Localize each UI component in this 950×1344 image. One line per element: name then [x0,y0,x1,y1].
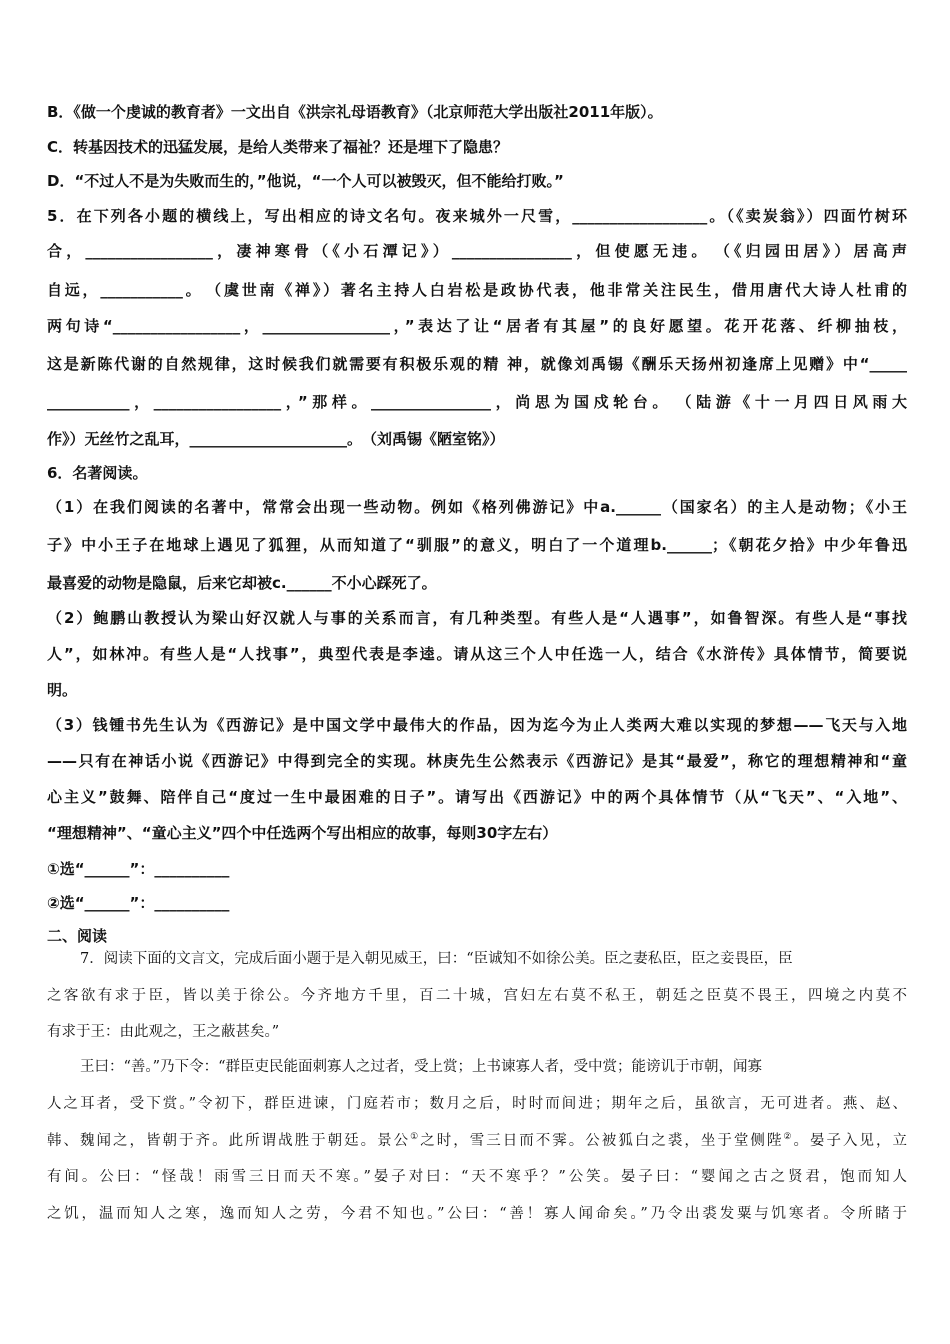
q7-line-6-part-1: 韩、魏闻之，皆朝于齐。此所谓战胜于朝廷。景公 [47,1133,411,1149]
q6-3-answer-2: ②选“______”：__________ [47,894,230,912]
q6-3-line-3: 心主义”鼓舞、陪伴自己“度过一生中最困难的日子”。请写出《西游记》中的两个具体情节（从“飞天”、“入地”、 [47,788,907,806]
q6-3-answer-1: ①选“______”：__________ [47,860,230,878]
q7-line-5: 人之耳者，受下赏。”令初下，群臣进谏，门庭若市；数月之后，时时而间进；期年之后，虽欲言，无可进者。燕、赵、 [47,1096,907,1112]
q7-line-1: 7．阅读下面的文言文，完成后面小题于是入朝见威王，曰：“臣诚知不如徐公美。臣之妻私臣，臣之妾畏臣，臣 [80,951,793,967]
q5-line-1: 5．在下列各小题的横线上，写出相应的诗文名句。夜来城外一尺雪，__________________。（《卖炭翁》）四面竹树环 [47,207,907,225]
q5-line-4: 两句诗“_________________，_________________，”表达了让“居者有其屋”的良好愿望。花开花落、纤柳抽枝， [47,317,907,335]
q7-line-7: 有间。公曰：“怪哉！雨雪三日而天不寒。”晏子对曰：“天不寒乎？”公笑。晏子曰：“婴闻之古之贤君，饱而知人 [47,1169,907,1185]
q6-title: 6．名著阅读。 [47,464,148,482]
q7-line-6 [47,1131,907,1151]
q7-line-6-part-2: 之时，雪三日而不霁。公被狐白之裘，坐于堂侧陛 [420,1133,784,1149]
option-b: B．《做一个虔诚的教育者》一文出自《洪宗礼母语教育》（北京师范大学出版社2011年版）。 [47,103,663,121]
footnote-marker-1: ① [410,1132,421,1143]
q6-3-line-4: “理想精神”、“童心主义”四个中任选两个写出相应的故事，每则30字左右） [47,824,558,842]
q5-line-5: 这是新陈代谢的自然规律，这时候我们就需要有积极乐观的精 神，就像刘禹锡《酬乐天扬州初逢席上见赠》中“_____ [47,355,907,373]
q5-line-7: 作》）无丝竹之乱耳，_____________________。 （刘禹锡《陋室铭》） [47,430,505,448]
footnote-marker-2: ② [783,1132,794,1143]
section-reading-heading: 二、阅读 [47,927,108,945]
q5-line-2: 合，_________________，凄神寒骨（《小石潭记》）________________，但使愿无违。 （《归园田居》）居高声 [47,242,907,260]
q7-line-6-part-3: 。晏子入见，立 [793,1133,908,1149]
option-d: D．“不过人不是为失败而生的，”他说，“一个人可以被毁灭，但不能给打败。” [47,172,564,190]
q7-line-3: 有求于王：由此观之，王之蔽甚矣。” [47,1024,280,1040]
q6-1-line-1: （1）在我们阅读的名著中，常常会出现一些动物。例如《格列佛游记》中a.______（国家名）的主人是动物；《小王 [47,498,907,516]
q6-1-line-3: 最喜爱的动物是隐鼠，后来它却被c.______不小心踩死了。 [47,574,437,592]
q5-line-3: 自远，___________。 （虞世南《禅》）著名主持人白岩松是政协代表，他非常关注民生，借用唐代大诗人杜甫的 [47,281,907,299]
q6-1-line-2: 子》中小王子在地球上遇见了狐狸，从而知道了“驯服”的意义，明白了一个道理b.______；《朝花夕拾》中少年鲁迅 [47,536,907,554]
q6-2-line-3: 明。 [47,681,78,699]
q6-2-line-1: （2）鲍鹏山教授认为梁山好汉就人与事的关系而言，有几种类型。有些人是“人遇事”，如鲁智深。有些人是“事找 [47,609,907,627]
q7-line-8: 之饥，温而知人之寒，逸而知人之劳，今君不知也。”公曰：“善！寡人闻命矣。”乃令出裘发粟与饥寒者。令所睹于 [47,1206,907,1222]
option-c: C．转基因技术的迅猛发展，是给人类带来了福祉？还是埋下了隐患？ [47,138,509,156]
q6-2-line-2: 人”，如林冲。有些人是“人找事”，典型代表是李逵。请从这三个人中任选一人，结合《水浒传》具体情节，简要说 [47,645,907,663]
q6-3-line-2: ——只有在神话小说《西游记》中得到完全的实现。林庚先生公然表示《西游记》是其“最爱”，称它的理想精神和“童 [47,752,907,770]
q6-3-line-1: （3）钱锺书先生认为《西游记》是中国文学中最伟大的作品，因为迄今为止人类两大难以实现的梦想——飞天与入地 [47,716,907,734]
q5-line-6: ___________，_________________，”那样。________________，尚思为国戍轮台。 （陆游《十一月四日风雨大 [47,393,907,411]
q7-line-2: 之客欲有求于臣，皆以美于徐公。今齐地方千里，百二十城，宫妇左右莫不私王，朝廷之臣莫不畏王，四境之内莫不 [47,988,907,1004]
q7-line-4: 王曰：“善。”乃下令：“群臣吏民能面刺寡人之过者，受上赏；上书谏寡人者，受中赏；能谤讥于市朝，闻寡 [80,1059,762,1075]
